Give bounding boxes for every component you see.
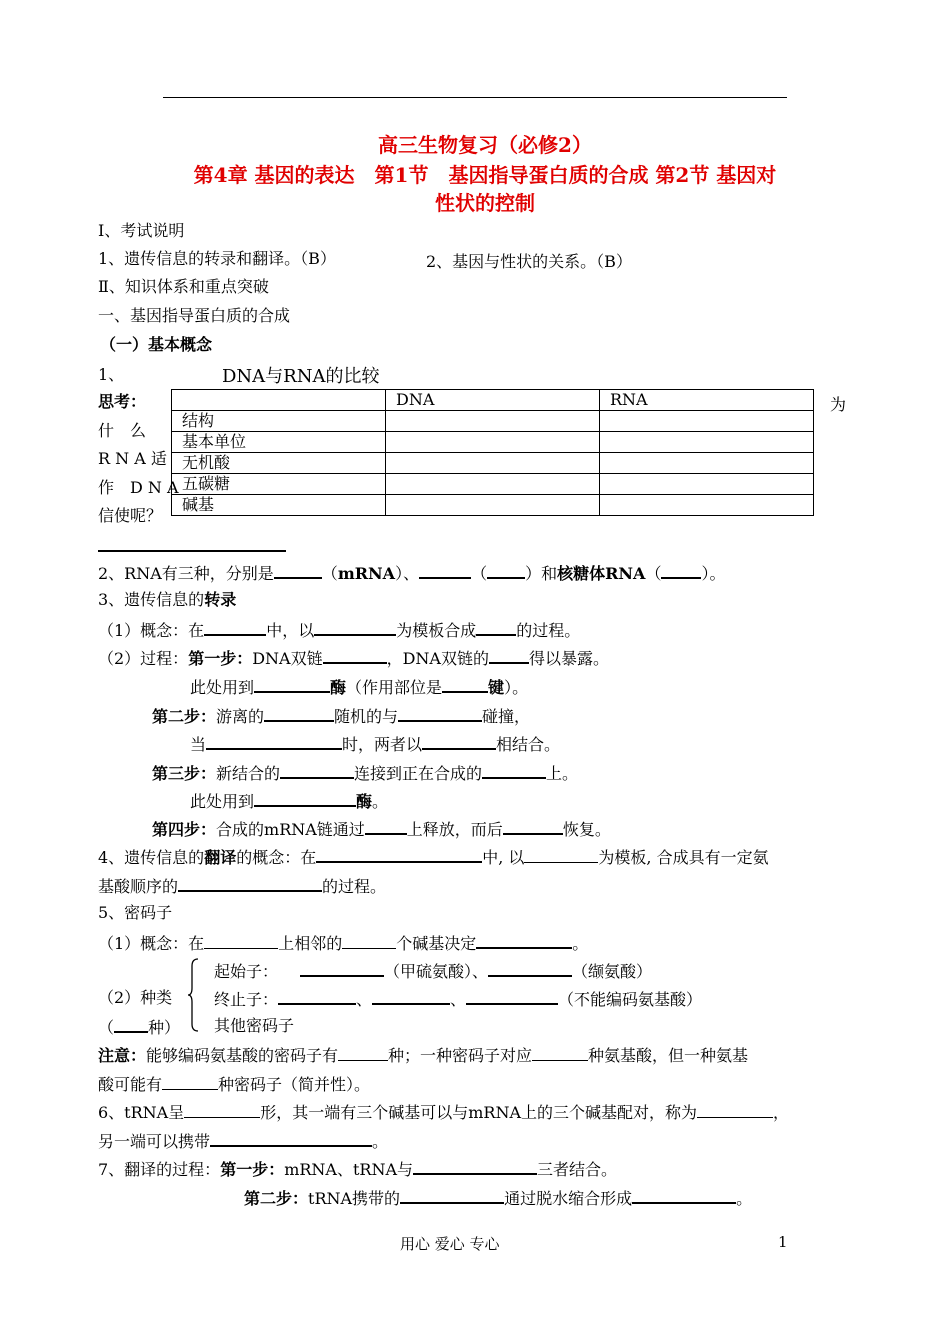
blank: [316, 846, 482, 863]
table-row: [172, 474, 814, 495]
note-line-2: [98, 1074, 370, 1095]
table-header-rna: RNA: [600, 390, 814, 411]
text: 此处用到: [190, 678, 255, 697]
blank: [254, 790, 356, 807]
text: 为模板, 合成具有一定氨: [598, 848, 769, 867]
blank: [254, 676, 330, 693]
q2-text: （: [321, 564, 338, 583]
text: 。: [736, 1189, 753, 1208]
text: 个碱基决定: [396, 934, 477, 953]
text: （2）过程：: [98, 649, 189, 668]
q3-step3: [152, 762, 578, 784]
section-knowledge-heading: Ⅱ、知识体系和重点突破: [98, 277, 269, 296]
text: 种；一种密码子对应: [388, 1046, 533, 1065]
blank: [365, 818, 407, 835]
subsection-heading: 一、基因指导蛋白质的合成: [98, 306, 291, 325]
blank: [466, 988, 558, 1005]
q2-text: （: [471, 564, 488, 583]
q3-text: 3、遗传信息的: [98, 590, 205, 609]
step-label: 第一步：: [188, 649, 253, 668]
table-cell: [386, 432, 600, 453]
text: 随机的与: [334, 707, 399, 726]
q1-caption: DNA与RNA的比较: [222, 366, 380, 387]
think-line-3: R N A 适: [98, 449, 167, 468]
text: 形，其一端有三个碱基可以与mRNA上的三个碱基配对，称为: [260, 1103, 697, 1122]
q2-text: ）和: [525, 564, 558, 583]
table-cell: [386, 411, 600, 432]
blank: [178, 875, 322, 892]
q3-step2: [152, 705, 530, 727]
blank: [278, 988, 356, 1005]
basic-concepts-heading: （一）基本概念: [100, 335, 213, 354]
text: 酶: [330, 678, 347, 697]
q3-step4: [152, 818, 611, 840]
doc-title: 高三生物复习（必修2）: [378, 133, 592, 157]
exam-item-1: 1、遗传信息的转录和翻译。（B）: [98, 249, 336, 268]
text: 、: [450, 990, 467, 1009]
table-header-dna: DNA: [386, 390, 600, 411]
row-label: 基本单位: [172, 432, 386, 453]
blank: [184, 1102, 260, 1118]
row-label: 结构: [172, 411, 386, 432]
table-row: [172, 495, 814, 516]
blank: [400, 1187, 504, 1204]
blank: [488, 960, 572, 977]
row-label: 五碳糖: [172, 474, 386, 495]
blank: [314, 619, 396, 636]
text: 当: [190, 735, 207, 754]
text: mRNA、tRNA与: [284, 1160, 414, 1179]
dna-rna-table: [171, 389, 814, 516]
step-label: 第二步：: [244, 1189, 309, 1208]
text: 基酸顺序的: [98, 877, 179, 896]
text: 起始子：: [214, 962, 279, 981]
mrna-label: mRNA: [337, 564, 396, 583]
text: 、: [356, 990, 373, 1009]
text: 连接到正在合成的: [354, 764, 483, 783]
step-label: 第二步：: [152, 707, 217, 726]
q1-number: 1、: [98, 365, 125, 384]
blank: [162, 1074, 218, 1090]
q6-line-1: [98, 1102, 789, 1123]
text: 上释放，而后: [406, 820, 503, 839]
text: （1）概念：在: [98, 621, 205, 640]
text: 得以暴露。: [528, 649, 609, 668]
think-label: 思考：: [98, 392, 147, 411]
text: 种氨基酸，但一种氨基: [588, 1046, 749, 1065]
q3-step2-cont: [190, 733, 560, 755]
blank: [476, 932, 572, 949]
text: 种密码子（简并性）。: [218, 1075, 371, 1094]
text: ）。: [504, 678, 529, 697]
q4-line-1: [98, 846, 769, 868]
think-right: 为: [830, 395, 847, 414]
q5-title: 5、密码子: [98, 903, 173, 922]
q3-concept: [98, 619, 580, 641]
text: 终止子：: [214, 990, 279, 1009]
other-codons: 其他密码子: [214, 1016, 295, 1035]
blank: [503, 818, 563, 835]
text: 6、tRNA呈: [98, 1103, 185, 1122]
text: （1）概念：在: [98, 934, 205, 953]
q2-text: ）。: [701, 564, 726, 583]
step-label: 第三步：: [152, 764, 217, 783]
blank: [342, 933, 396, 949]
blank: [442, 676, 488, 693]
q2-text: 2、RNA有三种，分别是: [98, 564, 274, 583]
table-row: [172, 411, 814, 432]
think-line-2: 什 么: [98, 421, 147, 440]
q7-line-2: [244, 1187, 752, 1209]
q5-types-count: [98, 1016, 180, 1038]
text: 中，以: [266, 621, 315, 640]
stop-codon-line: [214, 988, 702, 1010]
table-cell: [600, 474, 814, 495]
blank: [413, 1158, 537, 1175]
text: 上。: [546, 764, 579, 783]
blank: [476, 619, 516, 636]
header-rule: [163, 97, 787, 98]
text: （甲硫氨酸）、: [384, 962, 489, 981]
blank: [114, 1016, 148, 1033]
chapter-title-cont: 性状的控制: [435, 191, 535, 215]
q3-process: [98, 647, 609, 669]
text: ，: [773, 1103, 790, 1122]
q2-text: ）、: [395, 564, 420, 583]
blank: [422, 733, 496, 750]
table-row: [172, 453, 814, 474]
footer-motto: 用心 爱心 专心: [400, 1235, 500, 1253]
blank: [398, 705, 482, 722]
translation-label: 翻译: [204, 848, 237, 867]
text: 游离的: [216, 707, 265, 726]
think-line-5: 信使呢？: [98, 506, 163, 525]
text: 恢复。: [562, 820, 611, 839]
table-cell: [386, 495, 600, 516]
q5-types-label: （2）种类: [98, 988, 173, 1007]
text: 合成的mRNA链通过: [216, 820, 365, 839]
blank: [482, 762, 546, 779]
chapter-title: 第4章 基因的表达 第1节 基因指导蛋白质的合成 第2节 基因对: [193, 163, 777, 187]
table-cell: [386, 474, 600, 495]
text: 能够编码氨基酸的密码子有: [146, 1046, 339, 1065]
text: （作用部位是: [346, 678, 443, 697]
q3-enzyme-2: [190, 790, 388, 812]
text: 三者结合。: [537, 1160, 618, 1179]
text: 酸可能有: [98, 1075, 163, 1094]
table-header-cell: [172, 390, 386, 411]
exam-item-2: 2、基因与性状的关系。（B）: [426, 252, 632, 271]
text: 通过脱水缩合形成: [504, 1189, 633, 1208]
table-cell: [386, 453, 600, 474]
blank: [204, 619, 266, 636]
section-exam-heading: Ⅰ、考试说明: [98, 221, 185, 240]
q2-text: （: [645, 564, 662, 583]
q2-line: [98, 562, 726, 584]
blank: [489, 647, 529, 664]
transcription-label: 转录: [204, 590, 237, 609]
text: （: [98, 1018, 115, 1037]
text: tRNA携带的: [308, 1189, 401, 1208]
step-label: 第一步：: [220, 1160, 285, 1179]
blank: [210, 1130, 372, 1147]
text: 的过程。: [322, 877, 387, 896]
table-header-row: [172, 390, 814, 411]
q4-line-2: [98, 875, 386, 897]
text: 为模板合成: [396, 621, 477, 640]
table-cell: [600, 432, 814, 453]
blank: [532, 1045, 588, 1061]
text: 碰撞，: [482, 707, 531, 726]
text: 另一端可以携带: [98, 1132, 211, 1151]
text: 的过程。: [516, 621, 581, 640]
text: 的概念：在: [236, 848, 317, 867]
blank: [323, 647, 387, 664]
blank: [206, 733, 342, 750]
blank: [661, 562, 701, 579]
blank: [524, 847, 598, 863]
blank: [300, 960, 384, 977]
q7-line-1: [98, 1158, 617, 1180]
blank: [280, 762, 354, 779]
text: 4、遗传信息的: [98, 848, 205, 867]
text: （不能编码氨基酸）: [558, 990, 703, 1009]
text: 上相邻的: [278, 934, 343, 953]
q5-concept: [98, 932, 588, 954]
text: 时，两者以: [342, 735, 423, 754]
blank: [204, 933, 278, 949]
text: 种）: [148, 1018, 181, 1037]
text: 新结合的: [216, 764, 281, 783]
think-line-4: 作 D N A: [98, 478, 179, 497]
page-number: 1: [778, 1233, 788, 1251]
table-row: [172, 432, 814, 453]
start-codon-line: [214, 960, 652, 982]
blank: [632, 1187, 736, 1204]
rrna-label: 核糖体RNA: [557, 564, 646, 583]
answer-blank-line: [98, 550, 286, 552]
table-cell: [600, 495, 814, 516]
table-cell: [600, 453, 814, 474]
text: 相结合。: [496, 735, 561, 754]
blank: [274, 562, 322, 579]
text: DNA双链: [252, 649, 323, 668]
text: 。: [372, 792, 389, 811]
note-line-1: [98, 1045, 748, 1066]
row-label: 碱基: [172, 495, 386, 516]
blank: [419, 562, 471, 579]
row-label: 无机酸: [172, 453, 386, 474]
q6-line-2: [98, 1130, 388, 1152]
text: 。: [372, 1132, 389, 1151]
q3-title: [98, 590, 236, 610]
brace-icon: [187, 958, 199, 1032]
text: 。: [572, 934, 589, 953]
blank: [372, 988, 450, 1005]
text: （缬氨酸）: [572, 962, 653, 981]
blank: [264, 705, 334, 722]
table-cell: [600, 411, 814, 432]
text: 此处用到: [190, 792, 255, 811]
text: 酶: [356, 792, 373, 811]
step-label: 第四步：: [152, 820, 217, 839]
q3-enzyme-1: [190, 676, 528, 698]
blank: [487, 562, 525, 579]
text: 7、翻译的过程：: [98, 1160, 221, 1179]
blank: [338, 1045, 388, 1061]
note-label: 注意：: [98, 1046, 147, 1065]
text: 中, 以: [482, 848, 525, 867]
blank: [697, 1102, 773, 1118]
text: ，DNA双链的: [386, 649, 489, 668]
text: 键: [488, 678, 505, 697]
